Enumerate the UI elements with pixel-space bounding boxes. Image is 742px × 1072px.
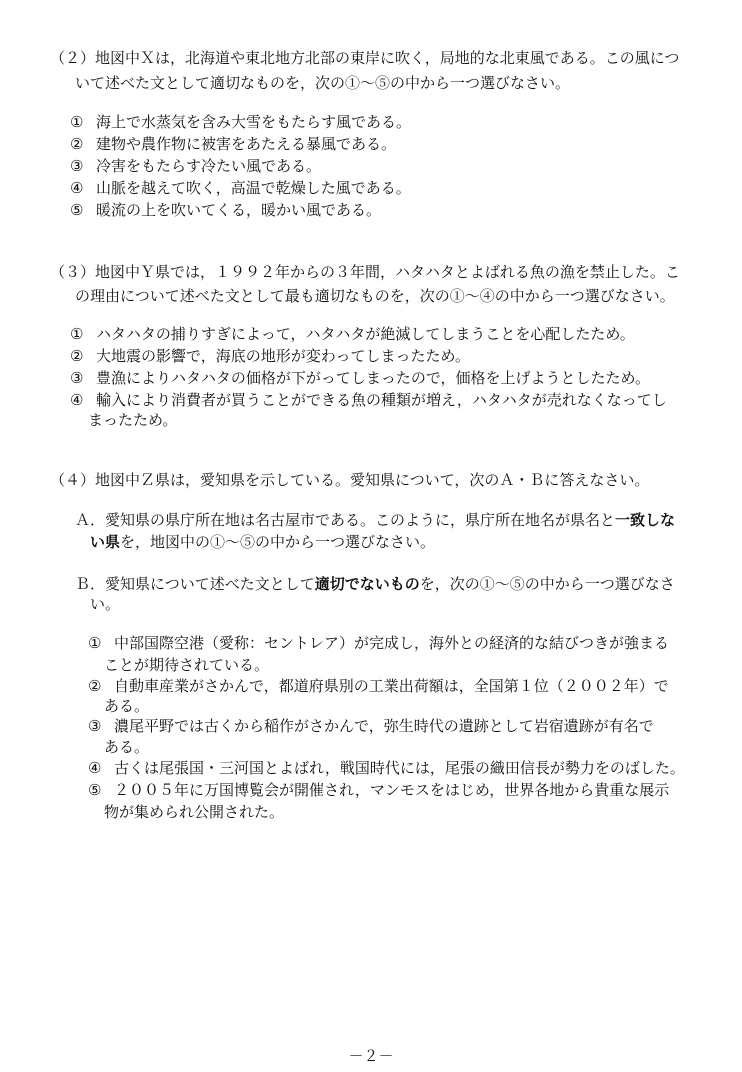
q4-a-line2 [90, 532, 435, 552]
q4-option-4 [88, 758, 685, 778]
q4-b-emphasis: 適切でないもの [314, 575, 420, 593]
q4-a-text: 愛知県の県庁所在地は名古屋市である。このように，県庁所在地名が県名と [105, 511, 616, 529]
option-number: ② [88, 677, 102, 695]
option-number: ① [70, 113, 84, 131]
option-number: ③ [70, 369, 84, 387]
option-number: ② [70, 347, 84, 365]
q3-option-1 [70, 324, 635, 344]
q4-option-5 [88, 780, 669, 800]
option-text: ハタハタの捕りすぎによって，ハタハタが絶滅してしまうことを心配したため。 [96, 325, 635, 343]
q3-option-3 [70, 368, 650, 388]
q2-option-3 [70, 156, 321, 176]
q2-option-5 [70, 200, 381, 220]
q4-option-1-continuation: ことが期待されている。 [104, 656, 270, 674]
q2-stem-line2: いて述べた文として適切なものを，次の①～⑤の中から一つ選びなさい。 [75, 74, 571, 92]
q2-stem-line1: （２）地図中Ｘは，北海道や東北地方北部の東岸に吹く，局地的な北東風である。この風につ [50, 49, 680, 67]
option-number: ③ [70, 157, 84, 175]
option-text: 山脈を越えて吹く，高温で乾燥した風である。 [96, 179, 411, 197]
option-text: ２００５年に万国博覧会が開催され，マンモスをはじめ，世界各地から貴重な展示 [114, 781, 670, 799]
q4-a-line1 [75, 510, 675, 530]
option-number: ⑤ [70, 201, 84, 219]
option-text: 輸入により消費者が買うことができる魚の種類が増え，ハタハタが売れなくなってし [96, 391, 667, 409]
q4-option-3 [88, 716, 654, 736]
q4-option-2-continuation: ある。 [104, 697, 150, 715]
q2-option-1 [70, 112, 411, 132]
option-text: 古くは尾張国・三河国とよばれ，戦国時代には，尾張の織田信長が勢力をのばした。 [114, 759, 685, 777]
q4-option-3-continuation: ある。 [104, 738, 150, 756]
option-text: 海上で水蒸気を含み大雪をもたらす風である。 [96, 113, 412, 131]
q4-a-emphasis-cont: い県 [90, 533, 121, 551]
q2-option-2 [70, 134, 396, 154]
option-number: ① [88, 634, 102, 652]
option-text: 豊漁によりハタハタの価格が下がってしまったので，価格を上げようとしたため。 [96, 369, 650, 387]
option-text: 濃尾平野では古くから稲作がさかんで，弥生時代の遺跡として岩宿遺跡が有名で [114, 717, 654, 735]
q4-b-text-post: を，次の①～⑤の中から一つ選びなさ [419, 575, 675, 593]
q3-stem-line2: の理由について述べた文として最も適切なものを，次の①～④の中から一つ選びなさい。 [75, 287, 675, 305]
q2-option-4 [70, 178, 411, 198]
option-number: ④ [70, 391, 84, 409]
q4-b-line1 [75, 574, 675, 594]
option-text: 自動車産業がさかんで，都道府県別の工業出荷額は，全国第１位（２００２年）で [114, 677, 669, 695]
option-number: ② [70, 135, 84, 153]
q3-option-4-continuation: まったため。 [88, 411, 178, 429]
option-number: ⑤ [88, 781, 102, 799]
option-number: ④ [70, 179, 84, 197]
option-text: 建物や農作物に被害をあたえる暴風である。 [96, 135, 397, 153]
q4-b-text: 愛知県について述べた文として [105, 575, 315, 593]
q4-a-emphasis: 一致しな [615, 511, 676, 529]
page-number: －２－ [348, 1047, 394, 1065]
option-text: 中部国際空港（愛称：セントレア）が完成し，海外との経済的な結びつきが強まる [114, 634, 670, 652]
option-number: ③ [88, 717, 102, 735]
option-number: ① [70, 325, 84, 343]
q3-option-4 [70, 390, 667, 410]
q4-a-text-cont: を，地図中の①～⑤の中から一つ選びなさい。 [120, 533, 436, 551]
option-text: 冷害をもたらす冷たい風である。 [96, 157, 322, 175]
q4-option-1 [88, 633, 669, 653]
q3-stem-line1: （３）地図中Ｙ県では，１９９２年からの３年間，ハタハタとよばれる魚の漁を禁止した。こ [50, 263, 680, 281]
option-text: 大地震の影響で，海底の地形が変わってしまったため。 [96, 347, 470, 365]
option-number: ④ [88, 759, 102, 777]
q4-intro: （４）地図中Ｚ県は，愛知県を示している。愛知県について，次のＡ・Ｂに答えなさい。 [50, 471, 650, 489]
q4-b-line2: い。 [90, 595, 121, 613]
q4-a-label: Ａ． [75, 511, 106, 529]
q4-option-2 [88, 676, 669, 696]
option-text: 暖流の上を吹いてくる，暖かい風である。 [96, 201, 382, 219]
q4-b-label: Ｂ． [75, 575, 106, 593]
q4-option-5-continuation: 物が集められ公開された。 [104, 803, 285, 821]
q3-option-2 [70, 346, 470, 366]
